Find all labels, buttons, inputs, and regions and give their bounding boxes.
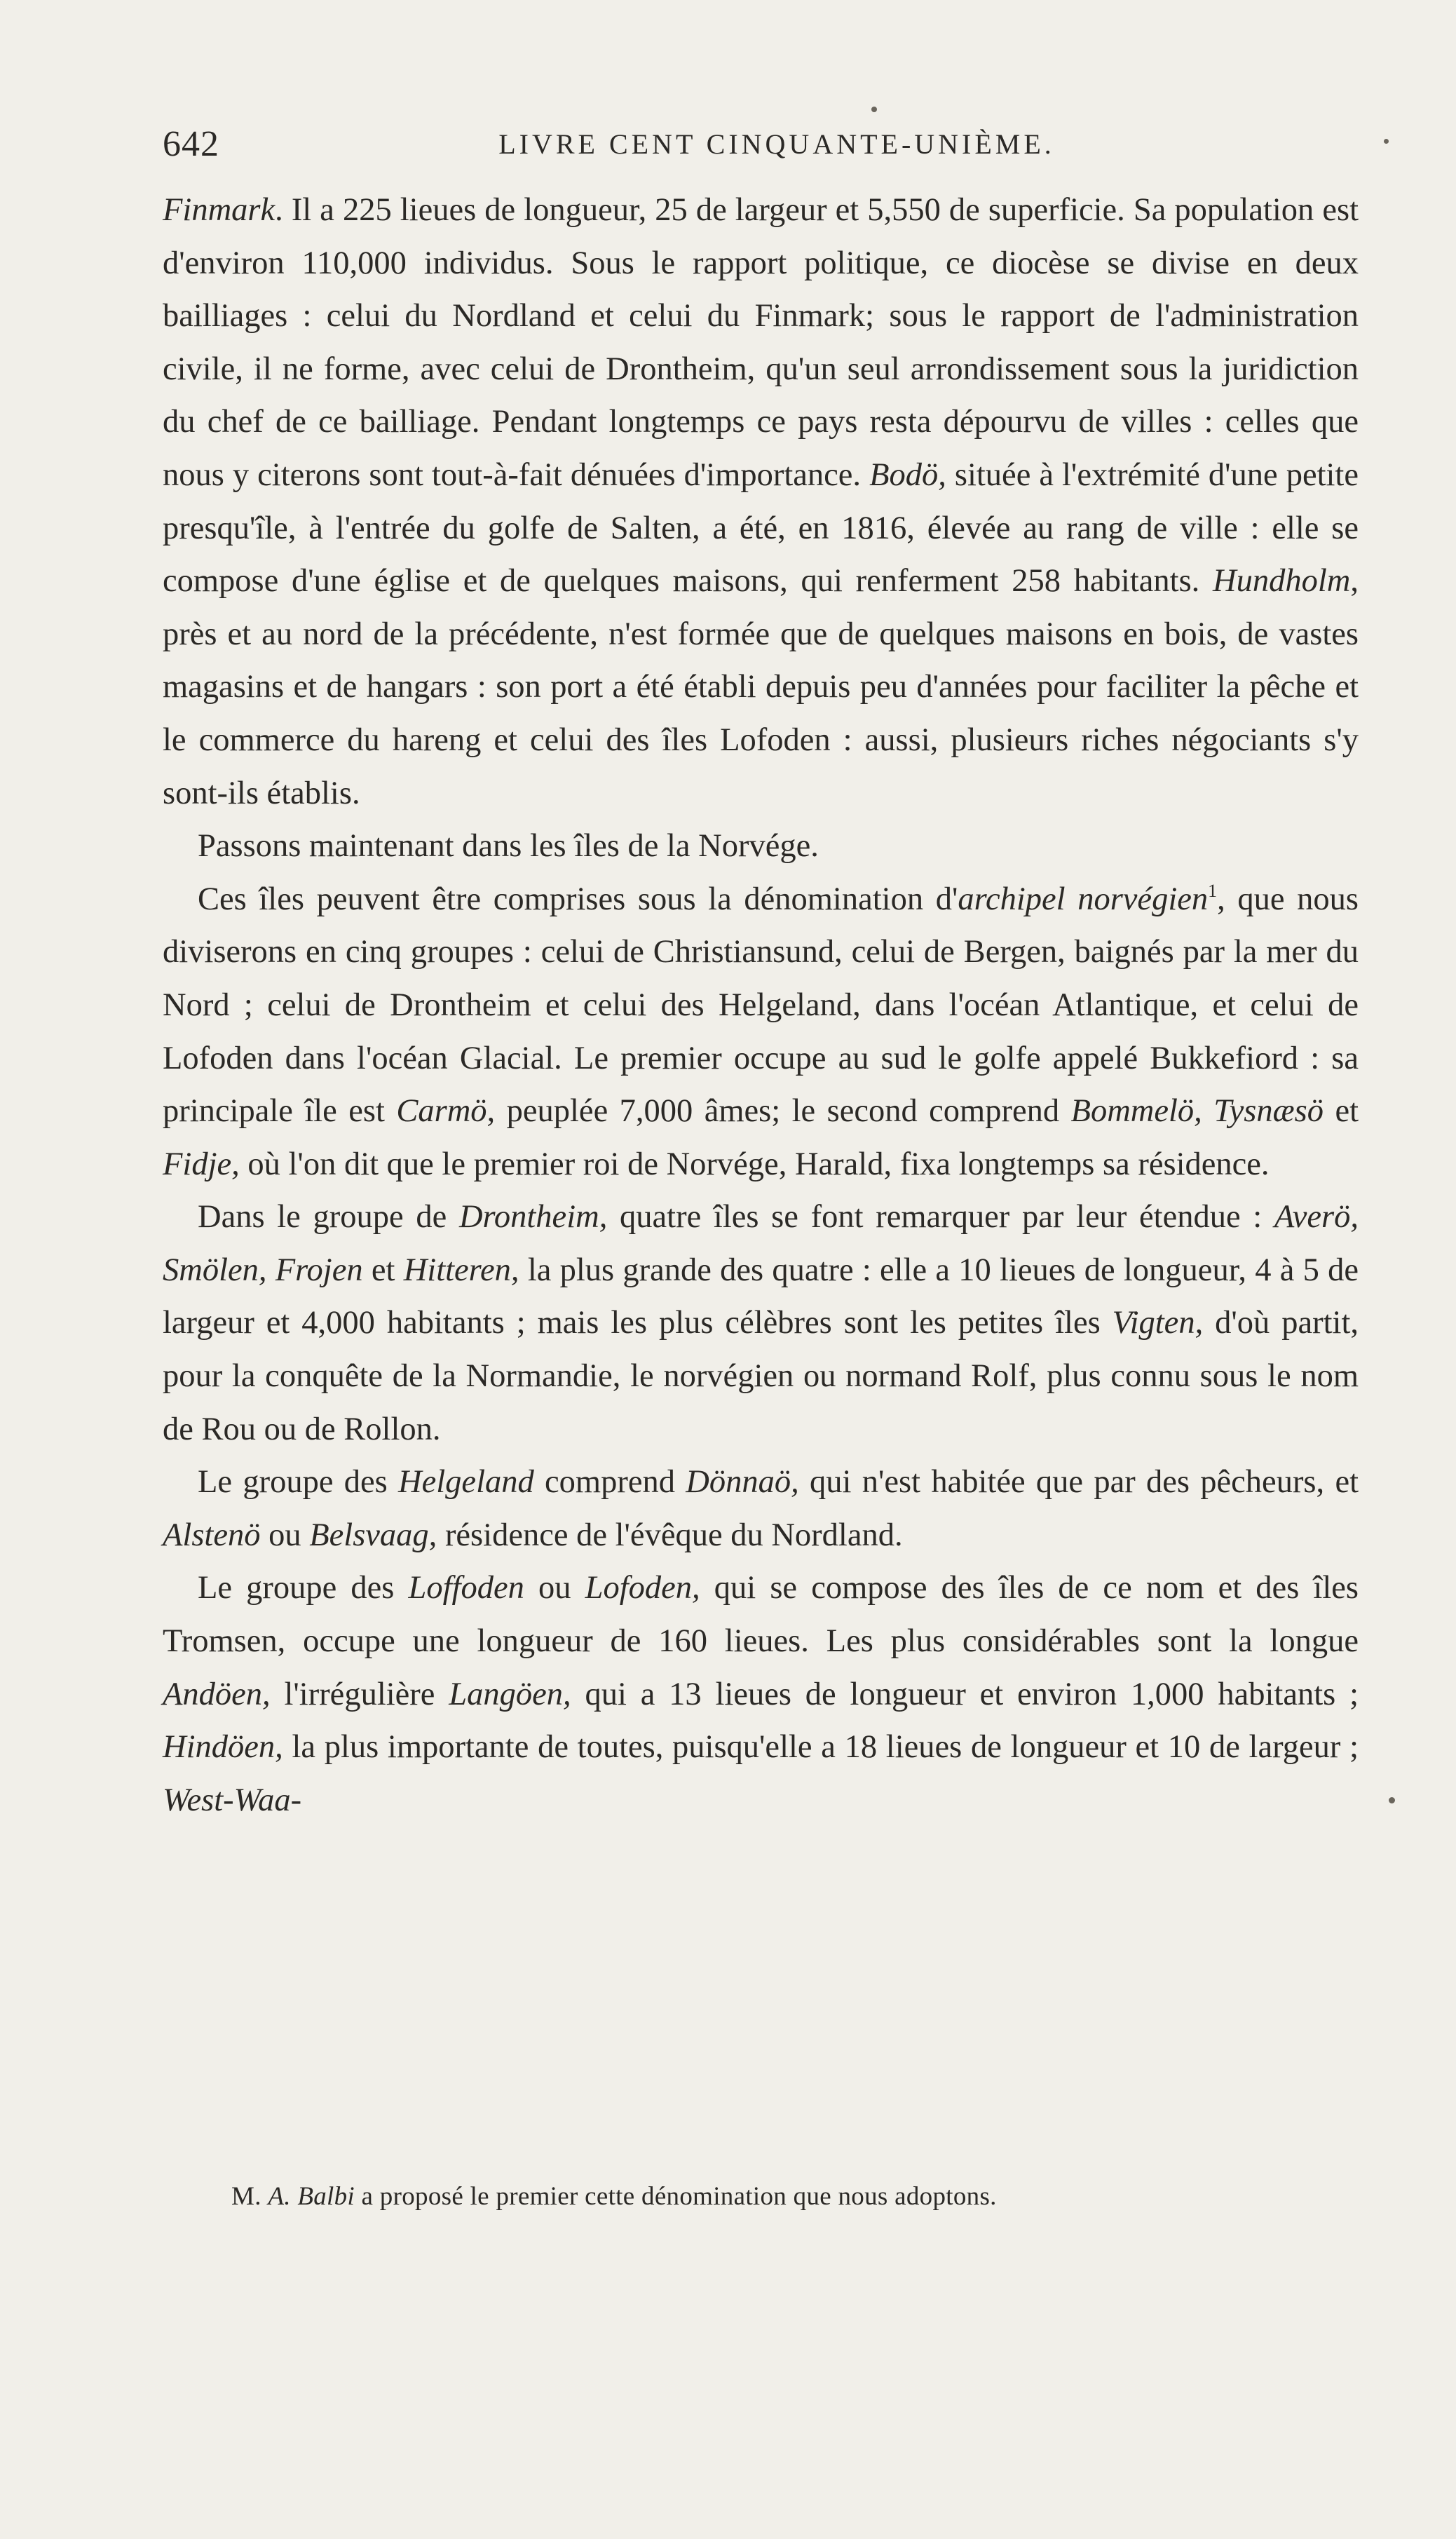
running-title: LIVRE CENT CINQUANTE-UNIÈME. <box>498 128 1055 160</box>
italic-text: Dönnaö, <box>686 1464 799 1501</box>
footnote-marker: 1 <box>1208 880 1218 901</box>
italic-text: Loffoden <box>408 1570 524 1606</box>
italic-text: Helgeland <box>398 1464 534 1501</box>
paragraph <box>163 184 1359 820</box>
italic-text: Hitteren, <box>403 1252 519 1288</box>
italic-text: Carmö, <box>396 1093 496 1130</box>
text-run: quatre îles se font remarquer par leur étendue : <box>607 1199 1274 1235</box>
text-run: qui se compose des îles de ce nom et des îles Tromsen, occupe une longueur de 160 lieues. Les plus considérables sont la longue <box>163 1570 1359 1660</box>
italic-text: A. Balbi <box>268 2182 355 2211</box>
text-run: , près et au nord de la précédente, n'est formée que de quelques maisons en bois, de vastes magasins et de hangars : son port a été établi depuis peu d'années pour faciliter la pêche et le commerce du hareng et celui des îles Lofoden : aussi, plusieurs riches négociants s'y sont-ils établis. <box>163 563 1359 811</box>
paragraph <box>163 1456 1359 1562</box>
text-run: peuplée 7,000 âmes; le second comprend <box>495 1093 1071 1130</box>
italic-text: Hundholm <box>1213 563 1351 600</box>
text-run: Ces îles peuvent être comprises sous la dénomination d' <box>198 881 958 917</box>
paragraph <box>163 873 1359 1191</box>
italic-text: Belsvaag, <box>309 1517 437 1553</box>
text-run: . Il a 225 lieues de longueur, 25 de largeur et 5,550 de superficie. Sa population est d'environ 110,000 individus. Sous le rapport politique, ce diocèse se divise en deux bailliages : celui du Nordland et celui du Finmark; sous le rapport de l'administration civile, il ne forme, avec celui de Drontheim, qu'un seul arrondissement sous la juridiction du chef de ce bailliage. Pendant longtemps ce pays resta dépourvu de villes : celles que nous y citerons sont tout-à-fait dénuées d'importance. <box>163 192 1359 493</box>
text-run: Passons maintenant dans les îles de la Norvége. <box>198 828 819 865</box>
print-speck <box>871 107 877 112</box>
text-run: la plus importante de toutes, puisqu'elle a 18 lieues de longueur et 10 de largeur ; <box>283 1729 1359 1766</box>
italic-text: Alstenö <box>163 1517 261 1553</box>
page-header <box>163 118 1391 167</box>
text-run: et <box>1324 1093 1359 1130</box>
text-run: ou <box>260 1517 310 1553</box>
italic-text: Andöen, <box>163 1676 271 1712</box>
text-run: ou <box>524 1570 585 1606</box>
footnote <box>231 2179 1381 2214</box>
italic-text: Finmark <box>163 192 275 228</box>
print-speck <box>1384 139 1389 144</box>
text-run: et <box>362 1252 404 1288</box>
page-number: 642 <box>163 124 219 164</box>
italic-text: Fidje, <box>163 1146 240 1182</box>
text-run: qui a 13 lieues de longueur et environ 1,000 habitants ; <box>571 1676 1359 1712</box>
italic-text: Drontheim, <box>458 1199 608 1235</box>
italic-text: Langöen, <box>449 1676 571 1712</box>
text-run: , que nous diviserons en cinq groupes : celui de Christiansund, celui de Bergen, baignés par la mer du Nord ; celui de Drontheim et celui des Helgeland, dans l'océan Atlantique, et celui de Lofoden dans l'océan Glacial. Le premier occupe au sud le golfe appelé Bukkefiord : sa principale île est <box>163 881 1359 1130</box>
body-text <box>163 184 1359 1827</box>
paragraph <box>163 1191 1359 1456</box>
text-run: la plus grande des quatre : elle a 10 lieues de longueur, 4 à 5 de largeur et 4,000 habitants ; mais les plus célèbres sont les petites îles <box>163 1252 1359 1341</box>
italic-text: archipel norvégien <box>958 881 1209 917</box>
italic-text: Bommelö, Tysnæsö <box>1070 1093 1324 1130</box>
text-run: résidence de l'évêque du Nordland. <box>437 1517 903 1553</box>
italic-text: West-Waa- <box>163 1782 302 1818</box>
print-speck <box>1389 1797 1395 1803</box>
italic-text: Lofoden, <box>585 1570 700 1606</box>
italic-text: Vigten, <box>1112 1305 1204 1341</box>
paragraph <box>163 820 1359 873</box>
italic-text: Bodö, <box>869 456 946 493</box>
italic-text: Averö, Smölen, Frojen <box>163 1199 1359 1288</box>
text-run: qui n'est habitée que par des pêcheurs, et <box>798 1464 1359 1501</box>
paragraph <box>163 1562 1359 1827</box>
text-run: Le groupe des <box>198 1464 399 1501</box>
text-run: Le groupe des <box>198 1570 409 1606</box>
text-run: d'où partit, pour la conquête de la Normandie, le norvégien ou normand Rolf, plus connu sous le nom de Rou ou de Rollon. <box>163 1305 1359 1447</box>
text-run: l'irrégulière <box>270 1676 449 1712</box>
text-run: située à l'extrémité d'une petite presqu'île, à l'entrée du golfe de Salten, a été, en 1816, élevée au rang de ville : elle se compose d'une église et de quelques maisons, qui renferment 258 habitants. <box>163 456 1359 600</box>
text-run: a proposé le premier cette dénomination que nous adoptons. <box>354 2182 997 2211</box>
text-run: M. <box>231 2182 268 2211</box>
italic-text: Hindöen, <box>163 1729 283 1766</box>
text-run: comprend <box>533 1464 686 1501</box>
text-run: Dans le groupe de <box>198 1199 459 1235</box>
text-run: où l'on dit que le premier roi de Norvége, Harald, fixa longtemps sa résidence. <box>239 1146 1270 1182</box>
